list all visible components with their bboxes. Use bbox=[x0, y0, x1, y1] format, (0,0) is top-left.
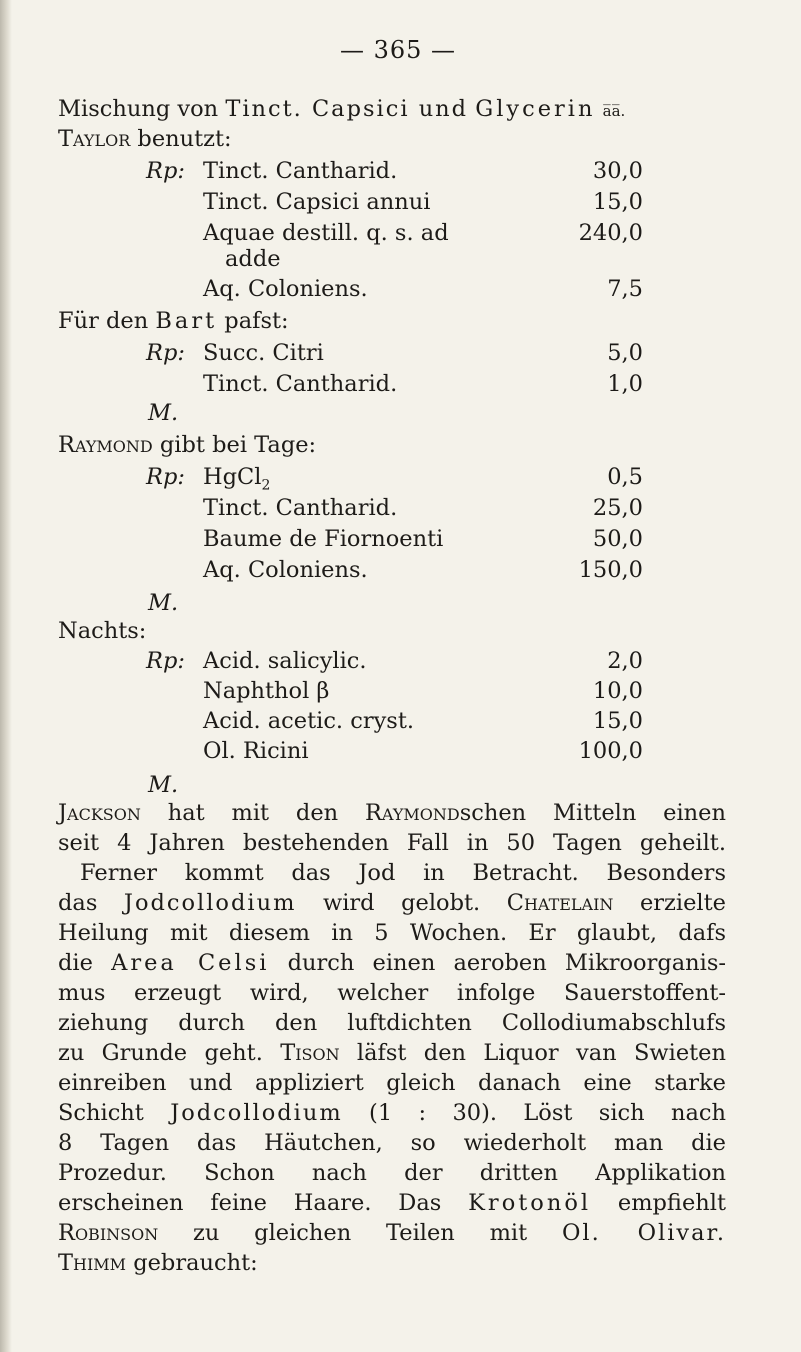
recipe-1-line: adde bbox=[225, 246, 281, 272]
rp-label-3: Rp: bbox=[146, 464, 185, 490]
paragraph-line: das Jodcollodium wird gelobt. Chatelain erzielte bbox=[58, 890, 726, 916]
recipe-4-line: Naphthol β 10,0 bbox=[203, 678, 643, 704]
paragraph-line: ziehung durch den luftdichten Collodiumabschlufs bbox=[58, 1010, 726, 1036]
paragraph-line: 8 Tagen das Häutchen, so wiederholt man die bbox=[58, 1130, 726, 1156]
intro-text-2: Tinct. Capsici und bbox=[225, 96, 469, 122]
recipe-3-line: Baume de Fiornoenti 50,0 bbox=[203, 526, 643, 552]
m-label-2: M. bbox=[148, 400, 179, 426]
page-number: — 365 — bbox=[339, 36, 457, 64]
intro-text-3: Glycerin bbox=[475, 96, 596, 122]
recipe-1-line: Tinct. Capsici annui 15,0 bbox=[203, 189, 643, 215]
paragraph-line: Robinson zu gleichen Teilen mit Ol. Olivar. bbox=[58, 1220, 726, 1246]
paragraph-line: einreiben und appliziert gleich danach eine starke bbox=[58, 1070, 726, 1096]
rp-label-4: Rp: bbox=[146, 648, 185, 674]
paragraph-line: mus erzeugt wird, welcher infolge Sauerstoffent- bbox=[58, 980, 726, 1006]
intro-after: benutzt: bbox=[137, 126, 232, 152]
recipe-1-line: Tinct. Cantharid. 30,0 bbox=[203, 158, 643, 184]
page-edge-shadow bbox=[0, 0, 12, 1352]
paragraph-line: Heilung mit diesem in 5 Wochen. Er glaubt, dafs bbox=[58, 920, 726, 946]
m-label-3: M. bbox=[148, 590, 179, 616]
paragraph-line: Ferner kommt das Jod in Betracht. Besonders bbox=[80, 860, 726, 886]
author-taylor: Taylor bbox=[58, 126, 131, 152]
intro-text-1: Mischung von bbox=[58, 96, 219, 122]
paragraph-line: erscheinen feine Haare. Das Krotonöl empfiehlt bbox=[58, 1190, 726, 1216]
paragraph-line: die Area Celsi durch einen aeroben Mikroorganis- bbox=[58, 950, 726, 976]
intro-text-4: a̅a̅. bbox=[602, 102, 626, 120]
raymond-line: Raymond gibt bei Tage: bbox=[58, 432, 317, 458]
intro-line bbox=[58, 96, 738, 122]
rp-label-2: Rp: bbox=[146, 340, 185, 366]
intro-line-2 bbox=[58, 126, 232, 152]
recipe-3-line: Aq. Coloniens. 150,0 bbox=[203, 557, 643, 583]
paragraph-line: zu Grunde geht. Tison läfst den Liquor van Swieten bbox=[58, 1040, 726, 1066]
paragraph-line: Schicht Jodcollodium (1 : 30). Löst sich nach bbox=[58, 1100, 726, 1126]
recipe-4-line: Ol. Ricini 100,0 bbox=[203, 738, 643, 764]
m-label-4: M. bbox=[148, 772, 179, 798]
recipe-1-line: Aquae destill. q. s. ad 240,0 bbox=[203, 220, 643, 246]
nachts-label: Nachts: bbox=[58, 618, 147, 644]
recipe-2-line: Tinct. Cantharid. 1,0 bbox=[203, 371, 643, 397]
book-page bbox=[58, 0, 783, 1352]
rp-label-1: Rp: bbox=[146, 158, 185, 184]
beard-line: Für den Bart pafst: bbox=[58, 308, 289, 334]
paragraph-line: Thimm gebraucht: bbox=[58, 1250, 258, 1276]
recipe-2-line: Succ. Citri 5,0 bbox=[203, 340, 643, 366]
recipe-4-line: Acid. salicylic. 2,0 bbox=[203, 648, 643, 674]
paragraph-line: Jackson hat mit den Raymondschen Mitteln einen bbox=[58, 800, 726, 826]
recipe-3-line: HgCl$_2$ 0,5 bbox=[203, 464, 643, 494]
recipe-1-line: Aq. Coloniens. 7,5 bbox=[203, 276, 643, 302]
paragraph-line: Prozedur. Schon nach der dritten Applikation bbox=[58, 1160, 726, 1186]
recipe-4-line: Acid. acetic. cryst. 15,0 bbox=[203, 708, 643, 734]
recipe-3-line: Tinct. Cantharid. 25,0 bbox=[203, 495, 643, 521]
paragraph-line: seit 4 Jahren bestehenden Fall in 50 Tagen geheilt. bbox=[58, 830, 726, 856]
